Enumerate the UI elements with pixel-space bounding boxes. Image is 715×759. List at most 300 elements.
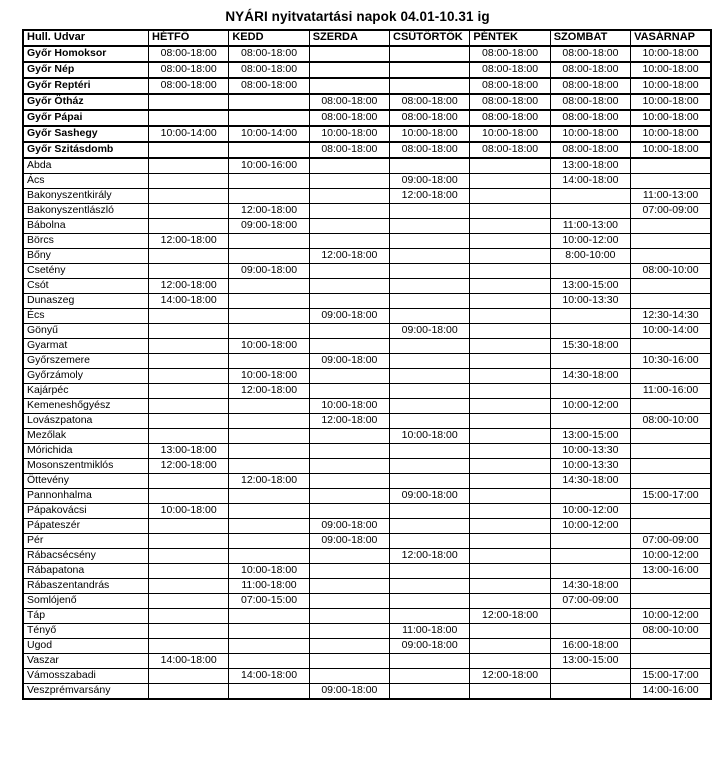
time-cell: 08:00-18:00 bbox=[550, 78, 630, 94]
site-name-cell: Bakonyszentlászló bbox=[23, 204, 149, 219]
site-name-cell: Győrzámoly bbox=[23, 369, 149, 384]
time-cell: 12:00-18:00 bbox=[229, 384, 309, 399]
time-cell: 08:00-18:00 bbox=[550, 110, 630, 126]
time-cell bbox=[149, 639, 229, 654]
time-cell bbox=[470, 594, 550, 609]
time-cell bbox=[149, 174, 229, 189]
time-cell bbox=[470, 204, 550, 219]
time-cell bbox=[550, 309, 630, 324]
site-name-cell: Gyarmat bbox=[23, 339, 149, 354]
time-cell bbox=[149, 219, 229, 234]
time-cell bbox=[149, 684, 229, 700]
time-cell: 09:00-18:00 bbox=[229, 219, 309, 234]
time-cell: 10:00-13:30 bbox=[550, 459, 630, 474]
time-cell: 08:00-10:00 bbox=[631, 624, 711, 639]
table-row bbox=[23, 234, 711, 249]
time-cell bbox=[631, 174, 711, 189]
time-cell: 08:00-18:00 bbox=[149, 46, 229, 62]
table-row bbox=[23, 609, 711, 624]
site-name-cell: Győr Nép bbox=[23, 62, 149, 78]
time-cell bbox=[229, 549, 309, 564]
time-cell bbox=[470, 564, 550, 579]
time-cell bbox=[470, 189, 550, 204]
time-cell: 08:00-18:00 bbox=[229, 62, 309, 78]
time-cell bbox=[390, 414, 470, 429]
time-cell bbox=[309, 459, 389, 474]
time-cell bbox=[390, 609, 470, 624]
time-cell bbox=[229, 444, 309, 459]
time-cell bbox=[149, 110, 229, 126]
time-cell: 14:30-18:00 bbox=[550, 579, 630, 594]
table-row bbox=[23, 189, 711, 204]
time-cell: 12:00-18:00 bbox=[309, 249, 389, 264]
time-cell bbox=[149, 579, 229, 594]
time-cell: 08:00-18:00 bbox=[470, 110, 550, 126]
time-cell: 10:00-18:00 bbox=[631, 62, 711, 78]
site-name-cell: Táp bbox=[23, 609, 149, 624]
time-cell: 07:00-15:00 bbox=[229, 594, 309, 609]
time-cell bbox=[149, 474, 229, 489]
time-cell bbox=[470, 549, 550, 564]
time-cell bbox=[550, 609, 630, 624]
time-cell bbox=[309, 474, 389, 489]
time-cell: 14:00-18:00 bbox=[149, 654, 229, 669]
time-cell: 08:00-18:00 bbox=[309, 94, 389, 110]
table-row bbox=[23, 294, 711, 309]
column-header-day: CSÜTÖRTÖK bbox=[390, 30, 470, 46]
site-name-cell: Veszprémvarsány bbox=[23, 684, 149, 700]
time-cell: 10:00-18:00 bbox=[390, 126, 470, 142]
time-cell bbox=[470, 354, 550, 369]
site-name-cell: Gönyű bbox=[23, 324, 149, 339]
time-cell bbox=[309, 158, 389, 174]
table-row bbox=[23, 62, 711, 78]
table-row bbox=[23, 174, 711, 189]
time-cell bbox=[309, 339, 389, 354]
time-cell bbox=[631, 444, 711, 459]
column-header-day: SZOMBAT bbox=[550, 30, 630, 46]
time-cell: 10:00-12:00 bbox=[550, 519, 630, 534]
time-cell bbox=[309, 384, 389, 399]
column-header-day: KEDD bbox=[229, 30, 309, 46]
time-cell: 11:00-18:00 bbox=[390, 624, 470, 639]
time-cell bbox=[229, 110, 309, 126]
site-name-cell: Pannonhalma bbox=[23, 489, 149, 504]
site-name-cell: Győr Reptéri bbox=[23, 78, 149, 94]
site-name-cell: Csetény bbox=[23, 264, 149, 279]
time-cell: 08:00-10:00 bbox=[631, 414, 711, 429]
time-cell bbox=[390, 354, 470, 369]
table-row bbox=[23, 444, 711, 459]
time-cell: 08:00-18:00 bbox=[550, 46, 630, 62]
time-cell bbox=[149, 594, 229, 609]
time-cell: 11:00-18:00 bbox=[229, 579, 309, 594]
time-cell: 09:00-18:00 bbox=[309, 519, 389, 534]
time-cell bbox=[149, 264, 229, 279]
page-title: NYÁRI nyitvatartási napok 04.01-10.31 ig bbox=[225, 9, 490, 24]
time-cell: 08:00-18:00 bbox=[309, 110, 389, 126]
time-cell bbox=[149, 399, 229, 414]
time-cell bbox=[470, 444, 550, 459]
time-cell bbox=[550, 624, 630, 639]
table-row bbox=[23, 249, 711, 264]
table-row bbox=[23, 684, 711, 700]
time-cell bbox=[390, 339, 470, 354]
time-cell bbox=[390, 46, 470, 62]
time-cell bbox=[470, 534, 550, 549]
time-cell bbox=[550, 354, 630, 369]
time-cell: 16:00-18:00 bbox=[550, 639, 630, 654]
time-cell bbox=[229, 354, 309, 369]
time-cell bbox=[470, 234, 550, 249]
table-row bbox=[23, 384, 711, 399]
time-cell: 13:00-15:00 bbox=[550, 279, 630, 294]
time-cell bbox=[631, 294, 711, 309]
table-row bbox=[23, 549, 711, 564]
table-row bbox=[23, 264, 711, 279]
time-cell: 10:00-18:00 bbox=[229, 369, 309, 384]
time-cell: 07:00-09:00 bbox=[631, 534, 711, 549]
time-cell bbox=[550, 204, 630, 219]
time-cell: 11:00-16:00 bbox=[631, 384, 711, 399]
time-cell bbox=[390, 204, 470, 219]
site-name-cell: Győr Homoksor bbox=[23, 46, 149, 62]
table-row bbox=[23, 459, 711, 474]
site-name-cell: Mosonszentmiklós bbox=[23, 459, 149, 474]
time-cell bbox=[309, 429, 389, 444]
time-cell bbox=[390, 564, 470, 579]
time-cell: 10:00-12:00 bbox=[631, 549, 711, 564]
time-cell: 08:00-18:00 bbox=[309, 142, 389, 158]
time-cell bbox=[309, 219, 389, 234]
site-name-cell: Bakonyszentkirály bbox=[23, 189, 149, 204]
time-cell bbox=[229, 399, 309, 414]
time-cell bbox=[149, 609, 229, 624]
time-cell bbox=[470, 624, 550, 639]
time-cell: 12:00-18:00 bbox=[229, 204, 309, 219]
time-cell bbox=[390, 219, 470, 234]
time-cell bbox=[149, 158, 229, 174]
table-row bbox=[23, 504, 711, 519]
time-cell bbox=[390, 669, 470, 684]
time-cell: 13:00-18:00 bbox=[149, 444, 229, 459]
site-name-cell: Győr Pápai bbox=[23, 110, 149, 126]
time-cell bbox=[631, 234, 711, 249]
site-name-cell: Lovászpatona bbox=[23, 414, 149, 429]
time-cell: 11:00-13:00 bbox=[550, 219, 630, 234]
site-name-cell: Ács bbox=[23, 174, 149, 189]
time-cell bbox=[229, 189, 309, 204]
time-cell bbox=[470, 654, 550, 669]
time-cell: 10:00-18:00 bbox=[631, 126, 711, 142]
site-name-cell: Börcs bbox=[23, 234, 149, 249]
time-cell: 12:00-18:00 bbox=[309, 414, 389, 429]
time-cell bbox=[470, 414, 550, 429]
table-row bbox=[23, 354, 711, 369]
time-cell: 14:00-18:00 bbox=[229, 669, 309, 684]
time-cell bbox=[149, 189, 229, 204]
time-cell: 08:00-18:00 bbox=[470, 142, 550, 158]
time-cell bbox=[470, 219, 550, 234]
time-cell: 09:00-18:00 bbox=[309, 534, 389, 549]
time-cell bbox=[390, 459, 470, 474]
time-cell bbox=[550, 414, 630, 429]
time-cell bbox=[631, 369, 711, 384]
time-cell bbox=[229, 324, 309, 339]
time-cell bbox=[631, 219, 711, 234]
time-cell bbox=[631, 429, 711, 444]
time-cell bbox=[309, 234, 389, 249]
time-cell bbox=[149, 324, 229, 339]
time-cell bbox=[390, 294, 470, 309]
column-header-day: VASÁRNAP bbox=[631, 30, 711, 46]
time-cell bbox=[550, 189, 630, 204]
time-cell: 13:00-15:00 bbox=[550, 654, 630, 669]
time-cell bbox=[309, 669, 389, 684]
time-cell: 12:00-18:00 bbox=[149, 279, 229, 294]
time-cell: 10:00-12:00 bbox=[631, 609, 711, 624]
time-cell bbox=[470, 399, 550, 414]
site-name-cell: Mezőlak bbox=[23, 429, 149, 444]
time-cell bbox=[470, 339, 550, 354]
table-row bbox=[23, 324, 711, 339]
table-row bbox=[23, 46, 711, 62]
site-name-cell: Dunaszeg bbox=[23, 294, 149, 309]
time-cell bbox=[149, 414, 229, 429]
site-name-cell: Rábapatona bbox=[23, 564, 149, 579]
time-cell: 15:00-17:00 bbox=[631, 489, 711, 504]
site-name-cell: Ugod bbox=[23, 639, 149, 654]
time-cell bbox=[309, 564, 389, 579]
time-cell bbox=[390, 504, 470, 519]
time-cell: 08:00-18:00 bbox=[390, 142, 470, 158]
time-cell bbox=[390, 309, 470, 324]
time-cell bbox=[550, 264, 630, 279]
table-row bbox=[23, 429, 711, 444]
time-cell bbox=[229, 624, 309, 639]
time-cell bbox=[550, 534, 630, 549]
time-cell bbox=[309, 549, 389, 564]
time-cell: 10:00-13:30 bbox=[550, 294, 630, 309]
time-cell: 10:00-18:00 bbox=[470, 126, 550, 142]
time-cell: 08:00-18:00 bbox=[149, 62, 229, 78]
time-cell bbox=[149, 142, 229, 158]
time-cell bbox=[631, 654, 711, 669]
time-cell: 12:00-18:00 bbox=[229, 474, 309, 489]
time-cell bbox=[149, 564, 229, 579]
time-cell: 08:00-18:00 bbox=[229, 46, 309, 62]
site-name-cell: Kemeneshőgyész bbox=[23, 399, 149, 414]
time-cell: 10:00-18:00 bbox=[631, 142, 711, 158]
time-cell: 15:00-17:00 bbox=[631, 669, 711, 684]
time-cell bbox=[149, 534, 229, 549]
site-name-cell: Bábolna bbox=[23, 219, 149, 234]
time-cell: 08:00-18:00 bbox=[550, 62, 630, 78]
time-cell: 12:00-18:00 bbox=[149, 234, 229, 249]
time-cell bbox=[229, 639, 309, 654]
time-cell bbox=[390, 594, 470, 609]
time-cell: 14:00-18:00 bbox=[550, 174, 630, 189]
time-cell bbox=[309, 504, 389, 519]
site-name-cell: Csót bbox=[23, 279, 149, 294]
time-cell bbox=[149, 519, 229, 534]
time-cell: 10:00-13:30 bbox=[550, 444, 630, 459]
time-cell bbox=[390, 444, 470, 459]
time-cell: 09:00-18:00 bbox=[390, 174, 470, 189]
site-name-cell: Öttevény bbox=[23, 474, 149, 489]
time-cell: 10:00-18:00 bbox=[631, 110, 711, 126]
time-cell bbox=[470, 309, 550, 324]
site-name-cell: Pér bbox=[23, 534, 149, 549]
table-row bbox=[23, 579, 711, 594]
time-cell bbox=[470, 684, 550, 700]
table-row bbox=[23, 474, 711, 489]
time-cell: 10:00-14:00 bbox=[631, 324, 711, 339]
time-cell bbox=[309, 444, 389, 459]
site-name-cell: Győrszemere bbox=[23, 354, 149, 369]
time-cell bbox=[470, 324, 550, 339]
time-cell bbox=[309, 579, 389, 594]
time-cell bbox=[309, 594, 389, 609]
time-cell bbox=[470, 459, 550, 474]
time-cell: 08:00-18:00 bbox=[149, 78, 229, 94]
time-cell: 08:00-18:00 bbox=[550, 142, 630, 158]
time-cell bbox=[550, 324, 630, 339]
time-cell: 08:00-18:00 bbox=[550, 94, 630, 110]
header-row bbox=[23, 30, 711, 46]
table-row bbox=[23, 158, 711, 174]
time-cell: 12:00-18:00 bbox=[390, 549, 470, 564]
time-cell bbox=[149, 249, 229, 264]
time-cell bbox=[229, 234, 309, 249]
time-cell bbox=[390, 264, 470, 279]
column-header-day: SZERDA bbox=[309, 30, 389, 46]
time-cell bbox=[390, 62, 470, 78]
time-cell bbox=[229, 174, 309, 189]
time-cell bbox=[470, 429, 550, 444]
time-cell bbox=[309, 369, 389, 384]
table-row bbox=[23, 519, 711, 534]
time-cell bbox=[229, 94, 309, 110]
time-cell bbox=[390, 158, 470, 174]
site-name-cell: Rábacsécsény bbox=[23, 549, 149, 564]
time-cell: 10:00-18:00 bbox=[149, 504, 229, 519]
time-cell bbox=[309, 654, 389, 669]
time-cell: 10:00-18:00 bbox=[309, 126, 389, 142]
time-cell bbox=[309, 78, 389, 94]
table-row bbox=[23, 94, 711, 110]
table-row bbox=[23, 399, 711, 414]
time-cell bbox=[470, 639, 550, 654]
time-cell bbox=[309, 204, 389, 219]
time-cell: 10:00-12:00 bbox=[550, 504, 630, 519]
time-cell: 08:00-18:00 bbox=[470, 94, 550, 110]
time-cell bbox=[550, 564, 630, 579]
table-row bbox=[23, 339, 711, 354]
site-name-cell: Vámosszabadi bbox=[23, 669, 149, 684]
time-cell bbox=[390, 234, 470, 249]
time-cell: 08:00-18:00 bbox=[390, 94, 470, 110]
time-cell bbox=[390, 78, 470, 94]
time-cell: 08:00-18:00 bbox=[229, 78, 309, 94]
time-cell bbox=[309, 609, 389, 624]
time-cell bbox=[390, 249, 470, 264]
time-cell bbox=[550, 684, 630, 700]
time-cell bbox=[631, 459, 711, 474]
time-cell bbox=[149, 669, 229, 684]
time-cell bbox=[470, 519, 550, 534]
time-cell bbox=[309, 189, 389, 204]
time-cell: 12:00-18:00 bbox=[470, 669, 550, 684]
column-header-site: Hull. Udvar bbox=[23, 30, 149, 46]
table-row bbox=[23, 279, 711, 294]
time-cell bbox=[390, 369, 470, 384]
time-cell bbox=[631, 519, 711, 534]
table-row bbox=[23, 110, 711, 126]
time-cell bbox=[309, 324, 389, 339]
time-cell: 11:00-13:00 bbox=[631, 189, 711, 204]
table-row bbox=[23, 594, 711, 609]
time-cell bbox=[470, 504, 550, 519]
time-cell: 10:00-18:00 bbox=[309, 399, 389, 414]
time-cell bbox=[631, 579, 711, 594]
time-cell: 8:00-10:00 bbox=[550, 249, 630, 264]
time-cell bbox=[229, 414, 309, 429]
time-cell: 10:00-18:00 bbox=[550, 126, 630, 142]
table-row bbox=[23, 534, 711, 549]
time-cell bbox=[390, 579, 470, 594]
time-cell bbox=[309, 624, 389, 639]
time-cell bbox=[229, 684, 309, 700]
time-cell bbox=[631, 279, 711, 294]
site-name-cell: Écs bbox=[23, 309, 149, 324]
time-cell bbox=[470, 474, 550, 489]
time-cell: 13:00-15:00 bbox=[550, 429, 630, 444]
table-row bbox=[23, 489, 711, 504]
time-cell bbox=[309, 264, 389, 279]
time-cell: 10:30-16:00 bbox=[631, 354, 711, 369]
time-cell: 15:30-18:00 bbox=[550, 339, 630, 354]
time-cell: 10:00-12:00 bbox=[550, 234, 630, 249]
time-cell bbox=[470, 369, 550, 384]
time-cell: 09:00-18:00 bbox=[390, 324, 470, 339]
time-cell: 10:00-18:00 bbox=[390, 429, 470, 444]
time-cell bbox=[631, 639, 711, 654]
time-cell bbox=[229, 534, 309, 549]
time-cell bbox=[390, 534, 470, 549]
column-header-day: PÉNTEK bbox=[470, 30, 550, 46]
time-cell: 10:00-18:00 bbox=[631, 46, 711, 62]
time-cell bbox=[550, 669, 630, 684]
site-name-cell: Mórichida bbox=[23, 444, 149, 459]
time-cell bbox=[390, 684, 470, 700]
time-cell: 08:00-18:00 bbox=[470, 62, 550, 78]
time-cell: 08:00-18:00 bbox=[390, 110, 470, 126]
time-cell bbox=[309, 279, 389, 294]
time-cell: 10:00-18:00 bbox=[631, 94, 711, 110]
time-cell: 08:00-18:00 bbox=[470, 46, 550, 62]
site-name-cell: Abda bbox=[23, 158, 149, 174]
time-cell bbox=[229, 279, 309, 294]
time-cell bbox=[470, 279, 550, 294]
site-name-cell: Rábaszentandrás bbox=[23, 579, 149, 594]
time-cell bbox=[229, 142, 309, 158]
table-row bbox=[23, 639, 711, 654]
time-cell bbox=[309, 62, 389, 78]
site-name-cell: Győr Ötház bbox=[23, 94, 149, 110]
table-row bbox=[23, 369, 711, 384]
time-cell bbox=[229, 609, 309, 624]
